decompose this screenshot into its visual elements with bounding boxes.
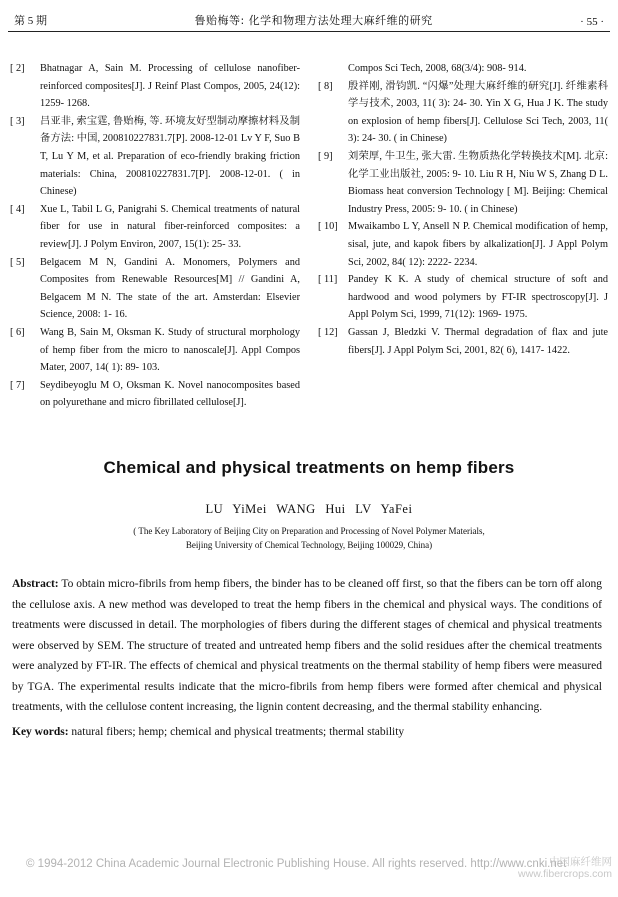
reference-item (10, 201, 300, 254)
reference-text: Mwaikambo L Y, Ansell N P. Chemical modification of hemp, sisal, jute, and kapok fibers by alkalization[J]. J Appl Polym Sci, 2002, 84( 12): 2222- 2234. (348, 221, 608, 268)
affiliation-line-1: ( The Key Laboratory of Beijing City on Preparation and Processing of Novel Polymer Materials, (133, 526, 485, 536)
keywords-label: Key words: (12, 726, 69, 738)
article-title: Chemical and physical treatments on hemp fibers (103, 458, 515, 477)
reference-item (318, 60, 608, 78)
affiliation-line-2: Beijing University of Chemical Technology, Beijing 100029, China) (185, 540, 433, 550)
reference-text: Pandey K K. A study of chemical structure of soft and hardwood and wood polymers by FT-IR spectroscopy[J]. J Appl Polym Sci, 1999, 71(12): 1969- 1975. (348, 274, 608, 321)
reference-column-left (10, 60, 300, 409)
reference-item (318, 218, 608, 271)
reference-number: [ 2] (10, 63, 25, 74)
reference-number: [ 4] (10, 203, 25, 215)
reference-text: Compos Sci Tech, 2008, 68(3/4): 908- 914. (348, 63, 527, 74)
site-watermark (482, 856, 612, 880)
reference-number: [ 10] (318, 221, 338, 233)
reference-number: [ 9] (318, 150, 333, 162)
reference-item (318, 324, 608, 359)
keywords (12, 726, 602, 738)
reference-text: Gassan J, Bledzki V. Thermal degradation of flax and jute fibers[J]. J Appl Polym Sci, 2001, 82( 6), 1417- 1422. (348, 326, 608, 356)
reference-number: [ 5] (10, 256, 25, 268)
reference-item (10, 113, 300, 201)
watermark-url: www.fibercrops.com (518, 868, 612, 880)
reference-text: Seydibeyoglu M O, Oksman K. Novel nanocomposites based on polyurethane and micro fibrillated cellulose[J]. (40, 379, 300, 409)
reference-number: [ 12] (318, 326, 338, 338)
page-number: · 55 · (580, 16, 604, 28)
reference-item (318, 271, 608, 324)
reference-item (10, 377, 300, 412)
keywords-text: natural fibers; hemp; chemical and physical treatments; thermal stability (68, 726, 405, 738)
abstract-text: To obtain micro-fibrils from hemp fibers, the binder has to be cleaned off first, so that the fibers can be torn off along the cellulose axis. A new method was developed to treat the hemp fibers in the chemical and physical ways. The conditions of treatments were discussed in detail. The morphologies of fibers during the different stages of chemical and physical treatments were observed by SEM. The structure of treated and untreated hemp fibers and the solid residues after the chemical treatments were analyzed by FT-IR. The effects of chemical and physical treatments on the thermal stability of hemp fibers were measured by TGA. The experimental results indicate that the micro-fibrils from hemp fibers were formed after chemical and physical treatments, with the cellulose content increasing, the lignin content decreasing, and the thermal stability enhancing. (12, 578, 602, 713)
reference-text: 殷祥刚, 滑钧凯. “闪爆”处理大麻纤维的研究[J]. 纤维素科学与技术, 2003, 11( 3): 24- 30. Yin X G, Hua J K. The study on explosion of hemp fibers[J]. Cellulose Sci Tech, 2003, 11( 3): 24- 30. ( in Chinese) (348, 80, 608, 145)
reference-number: [ 6] (10, 326, 25, 338)
copyright-footer: © 1994-2012 China Academic Journal Electronic Publishing House. All rights reserved. http://www.cnki.net (26, 858, 567, 870)
reference-number: [ 7] (10, 379, 25, 391)
running-header (8, 6, 610, 32)
reference-item (10, 254, 300, 324)
issue-number: 第 5 期 (14, 15, 47, 27)
reference-text: 刘荣厚, 牛卫生, 张大雷. 生物质热化学转换技术[M]. 北京: 化学工业出版社, 2005: 9- 10. Liu R H, Niu W S, Zhang D L. Biomass heat conversion Technology [ M]. Beijing: Chemical Industry Press, 2005: 9- 10. ( in Chinese) (348, 150, 608, 215)
reference-text: Xue L, Tabil L G, Panigrahi S. Chemical treatments of natural fiber for use in natural fiber-reinforced composites: a review[J]. J Polym Environ, 2007, 15(1): 25- 33. (40, 203, 300, 250)
author-affiliation (0, 524, 618, 552)
article-authors: LU YiMei WANG Hui LV YaFei (205, 502, 413, 516)
running-title: 鲁贻梅等: 化学和物理方法处理大麻纤维的研究 (194, 14, 433, 27)
watermark-title: 中国麻纤维网 (549, 856, 612, 868)
reference-number: [ 3] (10, 115, 25, 127)
reference-number: [ 8] (318, 80, 333, 92)
abstract-label: Abstract: (12, 578, 59, 590)
reference-text: Belgacem M N, Gandini A. Monomers, Polymers and Composites from Renewable Resources[M] // Gandini A, Belgacem M N. The state of the art. Amsterdan: Elsevier Science, 2008: 1- 16. (40, 256, 300, 321)
reference-text: Wang B, Sain M, Oksman K. Study of structural morphology of hemp fiber from the micro to nanoscale[J]. Appl Compos Mater, 2007, 14( 1): 89- 103. (40, 326, 300, 374)
reference-column-right (318, 60, 608, 405)
reference-text: Bhatnagar A, Sain M. Processing of cellulose nanofiber-reinforced composites[J]. J Reinf Plast Compos, 2005, 24(12): 1259- 1268. (40, 63, 300, 110)
reference-list (10, 60, 608, 409)
reference-item (318, 78, 608, 148)
reference-item (10, 324, 300, 377)
reference-item (10, 60, 300, 113)
reference-item (318, 148, 608, 218)
reference-number: [ 11] (318, 274, 338, 286)
reference-number (318, 60, 348, 78)
reference-text: 吕亚非, 索宝霆, 鲁贻梅, 等. 环境友好型制动摩擦材料及制备方法: 中国, 200810227831.7[P]. 2008-12-01 Lv Y F, Suo B T, Lu Y M, et al. Preparation of eco-friendly braking friction materials: China, 200810227831.7[P]. 2008-12-01. ( in Chinese) (40, 115, 300, 198)
abstract (12, 574, 602, 718)
